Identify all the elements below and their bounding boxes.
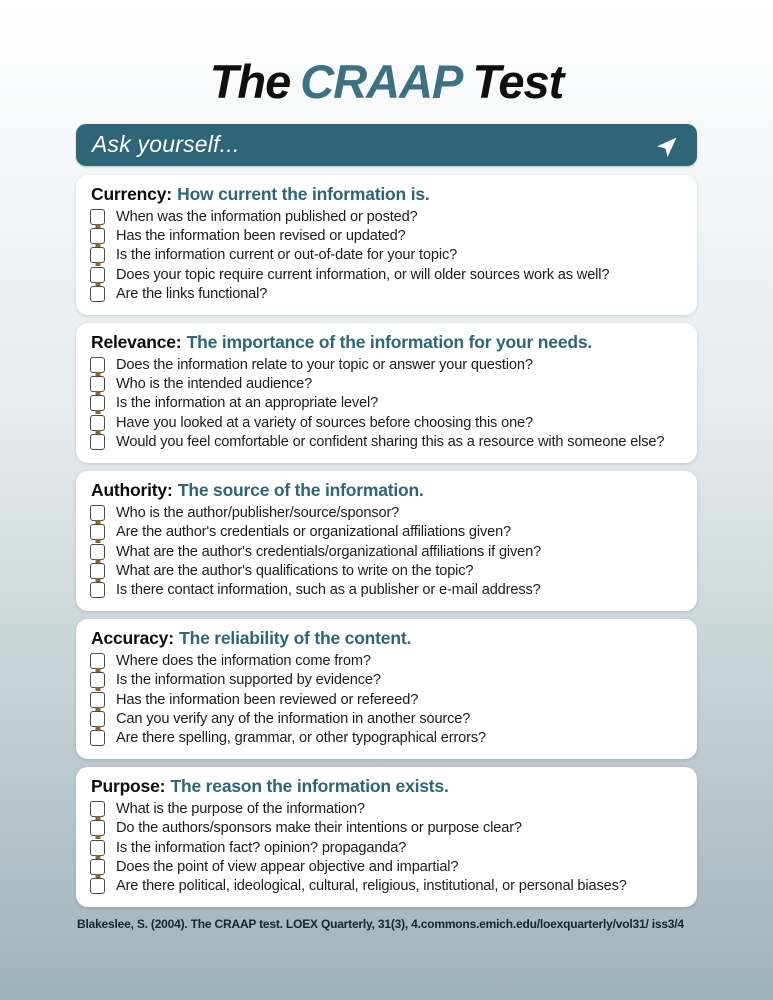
- checkbox[interactable]: [90, 544, 105, 560]
- checkbox[interactable]: [90, 711, 105, 727]
- page-title: [0, 0, 773, 109]
- section-heading: [91, 332, 683, 352]
- section-subtitle: The reason the information exists.: [170, 775, 449, 796]
- send-icon: [657, 133, 681, 157]
- checklist-item-text: What are the author's credentials/organizational affiliations if given?: [116, 543, 542, 560]
- checkbox[interactable]: [90, 878, 105, 894]
- section-card: [76, 323, 697, 463]
- checkbox[interactable]: [90, 434, 105, 450]
- section-heading: [91, 776, 683, 796]
- checklist: [89, 652, 683, 749]
- section-heading: [91, 628, 683, 648]
- checklist-item: [89, 266, 683, 285]
- checklist-item: [89, 800, 683, 819]
- section-label: Purpose:: [91, 775, 166, 796]
- checkbox[interactable]: [90, 820, 105, 836]
- checklist-item-text: Where does the information come from?: [116, 652, 371, 669]
- checkbox[interactable]: [90, 563, 105, 579]
- checkbox[interactable]: [90, 692, 105, 708]
- checklist-item-text: Has the information been reviewed or refereed?: [116, 691, 419, 708]
- section-card: [76, 471, 697, 611]
- checkbox[interactable]: [90, 228, 105, 244]
- checklist: [89, 800, 683, 897]
- checklist-item: [89, 208, 683, 227]
- checklist-item-text: Is there contact information, such as a publisher or e-mail address?: [116, 582, 541, 599]
- checklist-item-text: Does the point of view appear objective and impartial?: [116, 858, 459, 875]
- checklist-item: [89, 691, 683, 710]
- checkbox[interactable]: [90, 395, 105, 411]
- checklist-item-text: Are the links functional?: [116, 286, 268, 303]
- checklist: [89, 208, 683, 305]
- section-card: [76, 767, 697, 907]
- checklist-item: [89, 246, 683, 265]
- checklist: [89, 504, 683, 601]
- title-suffix: Test: [472, 55, 564, 108]
- checkbox[interactable]: [90, 505, 105, 521]
- checklist-item: [89, 227, 683, 246]
- checklist-item: [89, 819, 683, 838]
- section-label: Currency:: [91, 183, 172, 204]
- checklist-item-text: Can you verify any of the information in another source?: [116, 710, 471, 727]
- checklist-item: [89, 671, 683, 690]
- checklist-item: [89, 729, 683, 748]
- checklist-item: [89, 858, 683, 877]
- section-heading: [91, 480, 683, 500]
- checklist-item-text: Is the information current or out-of-date for your topic?: [116, 247, 458, 264]
- section-card: [76, 619, 697, 759]
- checklist-item-text: Has the information been revised or updated?: [116, 228, 406, 245]
- checklist-item: [89, 414, 683, 433]
- section-label: Accuracy:: [91, 627, 174, 648]
- checkbox[interactable]: [90, 376, 105, 392]
- checklist-item-text: Are there political, ideological, cultural, religious, institutional, or personal biases?: [116, 878, 627, 895]
- checkbox[interactable]: [90, 582, 105, 598]
- checkbox[interactable]: [90, 730, 105, 746]
- checkbox[interactable]: [90, 267, 105, 283]
- checklist-item-text: Is the information at an appropriate level?: [116, 395, 379, 412]
- checkbox[interactable]: [90, 247, 105, 263]
- checklist-item: [89, 433, 683, 452]
- checklist-item: [89, 877, 683, 896]
- checklist-item: [89, 375, 683, 394]
- checklist-item: [89, 581, 683, 600]
- checklist-item: [89, 394, 683, 413]
- checklist-item-text: What are the author's qualifications to write on the topic?: [116, 562, 474, 579]
- checklist: [89, 356, 683, 453]
- checklist-item-text: Are there spelling, grammar, or other typographical errors?: [116, 730, 486, 747]
- checkbox[interactable]: [90, 672, 105, 688]
- checklist-item: [89, 710, 683, 729]
- checklist-item-text: Is the information fact? opinion? propaganda?: [116, 839, 407, 856]
- checkbox[interactable]: [90, 801, 105, 817]
- checklist-item: [89, 504, 683, 523]
- checklist-item: [89, 543, 683, 562]
- checklist-item-text: Does the information relate to your topic or answer your question?: [116, 356, 533, 373]
- checklist-item-text: Who is the intended audience?: [116, 376, 313, 393]
- checklist-item-text: What is the purpose of the information?: [116, 800, 365, 817]
- section-subtitle: How current the information is.: [177, 183, 430, 204]
- checkbox[interactable]: [90, 286, 105, 302]
- checklist-item-text: Have you looked at a variety of sources before choosing this one?: [116, 414, 533, 431]
- checklist-item: [89, 839, 683, 858]
- section-label: Relevance:: [91, 331, 182, 352]
- section-heading: [91, 184, 683, 204]
- checkbox[interactable]: [90, 415, 105, 431]
- checklist-item: [89, 652, 683, 671]
- checklist-item: [89, 523, 683, 542]
- checklist-item-text: When was the information published or posted?: [116, 208, 418, 225]
- checklist-item-text: Are the author's credentials or organizational affiliations given?: [116, 524, 511, 541]
- checklist-item-text: Does your topic require current information, or will older sources work as well?: [116, 266, 610, 283]
- checkbox[interactable]: [90, 840, 105, 856]
- section-card: [76, 175, 697, 315]
- checklist-item-text: Would you feel comfortable or confident sharing this as a resource with someone else?: [116, 434, 665, 451]
- checkbox[interactable]: [90, 859, 105, 875]
- checklist-item: [89, 562, 683, 581]
- section-subtitle: The importance of the information for your needs.: [186, 331, 593, 352]
- checkbox[interactable]: [90, 209, 105, 225]
- ask-yourself-banner: [76, 124, 697, 166]
- banner-text: Ask yourself...: [92, 131, 240, 158]
- checklist-item-text: Is the information supported by evidence?: [116, 672, 381, 689]
- checkbox[interactable]: [90, 653, 105, 669]
- sections-container: [76, 175, 697, 907]
- section-subtitle: The reliability of the content.: [179, 627, 412, 648]
- checklist-item: [89, 285, 683, 304]
- checklist-item-text: Do the authors/sponsors make their intentions or purpose clear?: [116, 820, 522, 837]
- section-subtitle: The source of the information.: [177, 479, 424, 500]
- citation: Blakeslee, S. (2004). The CRAAP test. LOEX Quarterly, 31(3), 4.commons.emich.edu/loexquarterly/vol31/ iss3/4: [77, 916, 684, 931]
- section-label: Authority:: [91, 479, 173, 500]
- checkbox[interactable]: [90, 524, 105, 540]
- checklist-item: [89, 356, 683, 375]
- checklist-item-text: Who is the author/publisher/source/sponsor?: [116, 504, 400, 521]
- checkbox[interactable]: [90, 357, 105, 373]
- title-highlight: CRAAP: [300, 55, 463, 108]
- title-prefix: The: [209, 55, 291, 108]
